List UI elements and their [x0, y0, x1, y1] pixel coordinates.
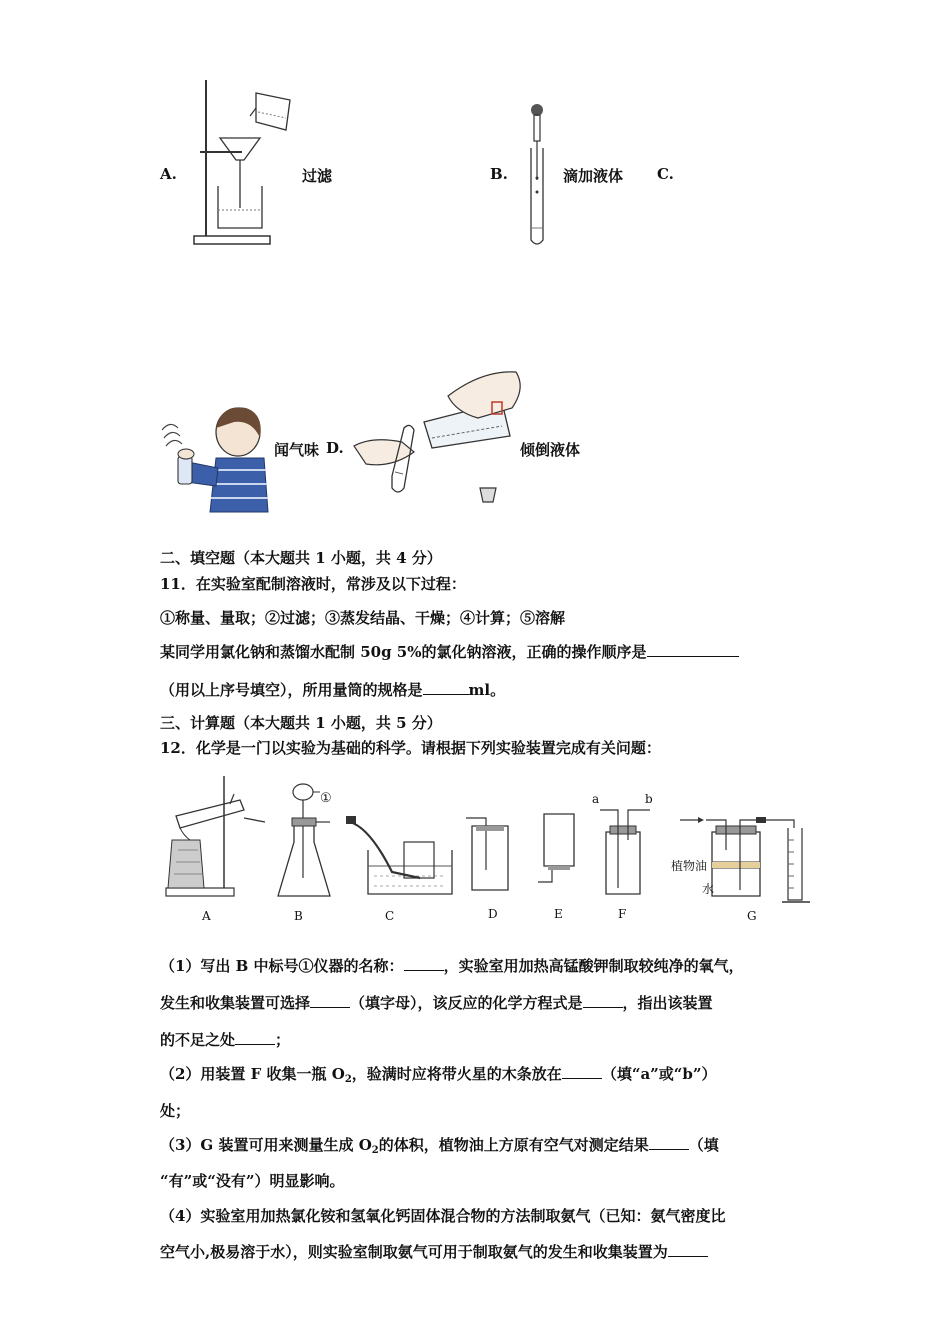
q12-p1-text-e: ，指出该装置	[622, 994, 713, 1012]
q11-steps: ①称量、量取；②过滤；③蒸发结晶、干燥；④计算；⑤溶解	[160, 609, 566, 627]
apparatus-f-drawing	[600, 810, 650, 894]
option-c-caption: 闻气味	[274, 441, 320, 459]
option-d-letter: D.	[326, 439, 344, 457]
option-c-letter: C.	[657, 165, 674, 183]
option-b-caption: 滴加液体	[563, 167, 624, 185]
q12-p1-device-blank[interactable]	[310, 993, 350, 1008]
q12-part2-line2: 处；	[160, 1102, 191, 1120]
q12-p1-text-b: ，实验室用加热高锰酸钾制取较纯净的氧气，	[443, 957, 744, 975]
dropper-test-tube-figure	[522, 100, 556, 250]
q12-p1-text-g: ；	[275, 1031, 291, 1049]
q12-part1-line2	[160, 992, 713, 1013]
q12-part2-line1	[160, 1063, 717, 1085]
q11-line4	[160, 679, 505, 700]
apparatus-label-f: F	[618, 907, 627, 921]
q12-part1-line1	[160, 955, 744, 976]
apparatus-label-d: D	[488, 907, 498, 921]
section-3-heading: 三、计算题（本大题共 1 小题，共 5 分）	[160, 714, 442, 732]
apparatus-e-drawing	[538, 814, 574, 882]
q12-p4-text-a: 空气小,极易溶于水），则实验室制取氨气可用于制取氨气的发生和收集装置为	[160, 1243, 668, 1261]
apparatus-port-b: b	[645, 792, 653, 806]
q11-line3	[160, 641, 739, 662]
q12-part4-line2	[160, 1241, 708, 1262]
q12-part3-line2: “有”或“没有”）明显影响。	[160, 1172, 345, 1190]
q12-p2-text-b: ，验满时应将带火星的木条放在	[351, 1065, 562, 1083]
q11-line4-text-b: ml。	[468, 681, 506, 699]
q12-p3-subscript: 2	[371, 1145, 379, 1156]
section-2-heading: 二、填空题（本大题共 1 小题，共 4 分）	[160, 549, 442, 567]
apparatus-marker-1: ①	[320, 791, 332, 806]
option-b-letter: B.	[490, 165, 508, 183]
q12-p3-text-b: 的体积，植物油上方原有空气对测定结果	[378, 1136, 649, 1154]
q12-part1-line3	[160, 1029, 290, 1050]
apparatus-water-label: 水	[702, 882, 715, 896]
apparatus-c-drawing	[346, 816, 452, 894]
q12-p1-text-c: 发生和收集装置可选择	[160, 994, 311, 1012]
apparatus-label-b: B	[294, 909, 303, 923]
q11-cylinder-blank[interactable]	[423, 680, 469, 695]
apparatus-a-drawing	[166, 776, 265, 896]
q12-p3-text-c: （填	[688, 1136, 719, 1154]
q12-p3-text-a: （3）G 装置可用来测量生成 O	[160, 1136, 372, 1154]
q12-p2-subscript: 2	[344, 1074, 352, 1085]
q12-part3-line1	[160, 1134, 719, 1156]
q12-p1-equation-blank[interactable]	[583, 993, 623, 1008]
q12-p2-text-a: （2）用装置 F 收集一瓶 O	[160, 1065, 345, 1083]
q12-p2-text-c: （填“a”或“b”）	[601, 1065, 717, 1083]
option-a-letter: A.	[160, 165, 177, 183]
apparatus-label-a: A	[202, 909, 211, 923]
smelling-boy-figure	[160, 398, 272, 514]
pouring-liquid-figure	[352, 368, 528, 510]
q12-part4-line1: （4）实验室用加热氯化铵和氢氧化钙固体混合物的方法制取氨气（已知：氨气密度比	[160, 1207, 726, 1225]
q12-p1-text-a: （1）写出 B 中标号①仪器的名称：	[160, 957, 404, 975]
q12-stem: 12．化学是一门以实验为基础的科学。请根据下列实验装置完成有关问题：	[160, 739, 661, 757]
filtration-apparatus-figure	[190, 78, 305, 250]
q11-stem: 11．在实验室配制溶液时，常涉及以下过程：	[160, 575, 466, 593]
q11-line3-text: 某同学用氯化钠和蒸馏水配制 50g 5%的氯化钠溶液，正确的操作顺序是	[160, 643, 647, 661]
q12-p3-effect-blank[interactable]	[649, 1135, 689, 1150]
q11-order-blank[interactable]	[647, 642, 739, 657]
q12-p2-port-blank[interactable]	[562, 1064, 602, 1079]
apparatus-oil-label: 植物油	[671, 859, 708, 873]
q11-line4-text-a: （用以上序号填空），所用量筒的规格是	[160, 681, 423, 699]
q12-p1-text-f: 的不足之处	[160, 1031, 236, 1049]
q12-p4-device-blank[interactable]	[668, 1242, 708, 1257]
apparatus-label-c: C	[385, 909, 395, 923]
q12-p1-flaw-blank[interactable]	[235, 1030, 275, 1045]
option-d-caption: 倾倒液体	[520, 441, 581, 459]
q12-p1-instrument-blank[interactable]	[404, 956, 444, 971]
lab-apparatus-figure	[160, 770, 820, 930]
apparatus-d-drawing	[466, 818, 508, 890]
apparatus-label-e: E	[554, 907, 563, 921]
apparatus-label-g: G	[747, 909, 757, 923]
q12-p1-text-d: （填字母），该反应的化学方程式是	[350, 994, 583, 1012]
apparatus-port-a: a	[592, 792, 600, 806]
option-a-caption: 过滤	[302, 167, 333, 185]
